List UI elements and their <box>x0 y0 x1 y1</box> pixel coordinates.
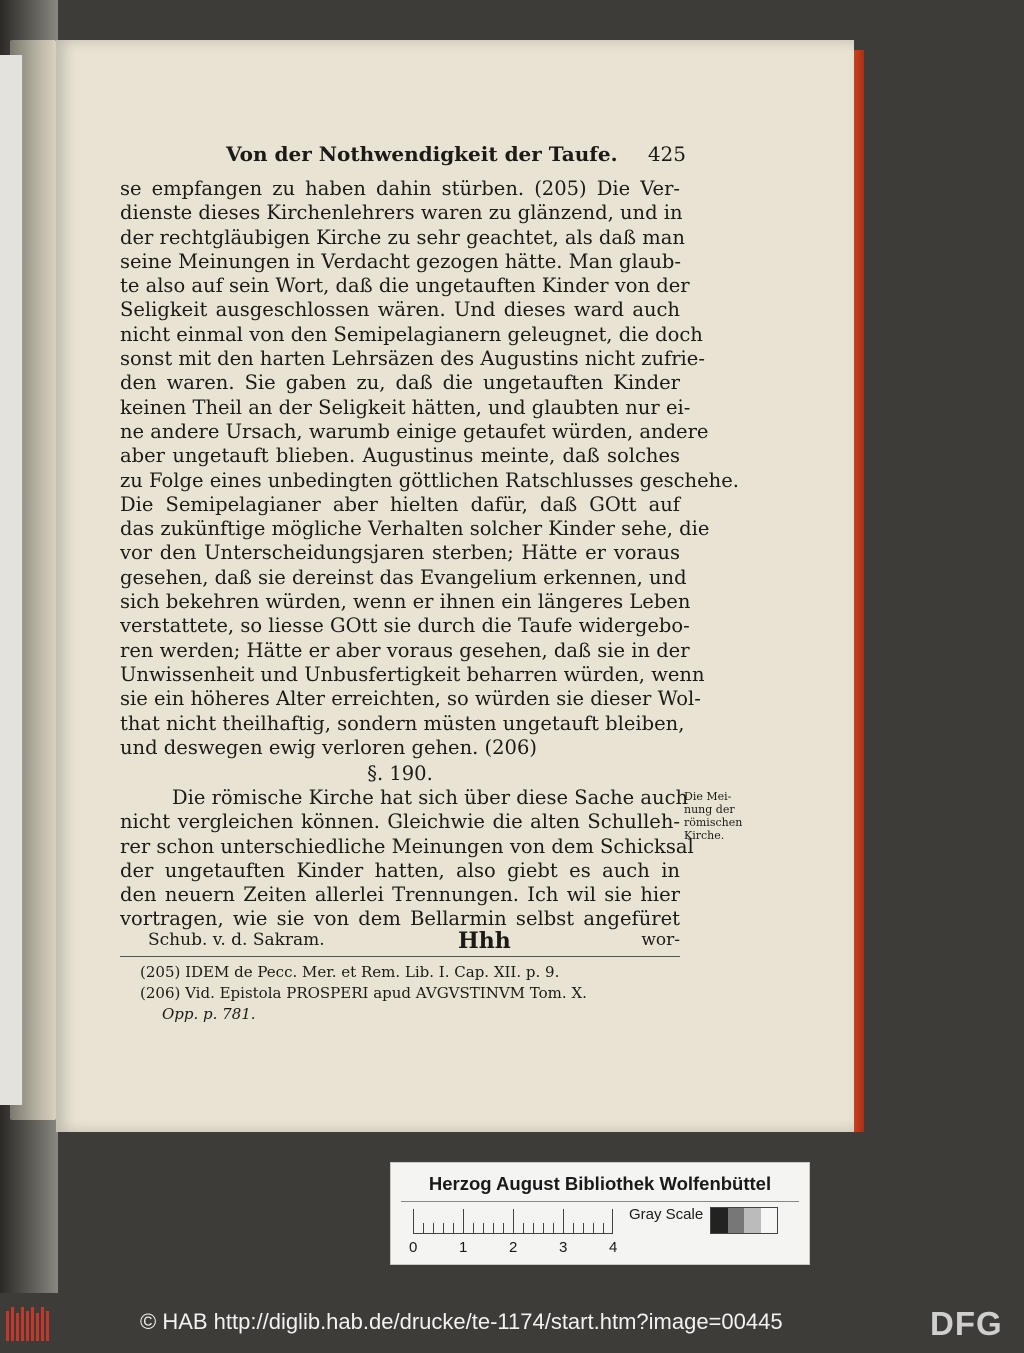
copyright-link[interactable]: © HAB http://diglib.hab.de/drucke/te-1174/start.htm?image=00445 <box>140 1309 783 1334</box>
measure-scale <box>413 1209 613 1234</box>
text-line: der ungetauften Kinder hatten, also giebt es auch in <box>120 858 680 882</box>
scale-label: 0 <box>409 1239 418 1256</box>
margin-note <box>684 790 764 842</box>
text-line: sich bekehren würden, wenn er ihnen ein längeres Leben <box>120 590 691 614</box>
footnote: Opp. p. 781. <box>162 1005 256 1023</box>
sheet-mark: Hhh <box>458 928 511 954</box>
catchword: wor- <box>641 930 680 950</box>
footnote-rule <box>120 956 680 957</box>
gray-scale-label: Gray Scale <box>629 1206 704 1223</box>
scale-labels <box>405 1239 645 1257</box>
text-line: dienste dieses Kirchenlehrers waren zu glänzend, und in <box>120 201 683 225</box>
text-line: Seligkeit ausgeschlossen wären. Und dieses ward auch <box>120 298 680 322</box>
card-title: Herzog August Bibliothek Wolfenbüttel <box>428 1173 772 1194</box>
hab-logo-icon <box>6 1305 50 1341</box>
text-line: te also auf sein Wort, daß die ungetauften Kinder von der <box>120 274 690 298</box>
running-header <box>226 142 686 170</box>
margin-note-line: römischen <box>684 816 743 829</box>
text-line: nicht einmal von den Semipelagianern geleugnet, die doch <box>120 322 703 346</box>
footnote: (206) Vid. Epistola PROSPERI apud AVGVSTINVM Tom. X. <box>140 984 587 1002</box>
text-line: nicht vergleichen können. Gleichwie die alten Schulleh- <box>120 810 680 834</box>
gray-scale-patches <box>710 1207 778 1234</box>
text-line: zu Folge eines unbedingten göttlichen Ratschlusses geschehe. <box>120 468 739 492</box>
header-title: Von der Nothwendigkeit der Taufe. <box>226 142 618 166</box>
text-line: sie ein höheres Alter erreichten, so würden sie dieser Wol- <box>120 687 701 711</box>
dfg-logo: DFG <box>930 1305 1003 1342</box>
bottom-bar <box>0 1293 1024 1353</box>
text-line: und deswegen ewig verloren gehen. (206) <box>120 735 537 759</box>
text-line: rer schon unterschiedliche Meinungen von dem Schicksal <box>120 834 694 858</box>
margin-note-line: Kirche. <box>684 829 725 842</box>
text-line: Unwissenheit und Unbusfertigkeit beharren würden, wenn <box>120 662 705 686</box>
card-divider <box>401 1201 799 1202</box>
text-line: Die Semipelagianer aber hielten dafür, daß GOtt auf <box>120 492 680 516</box>
color-ruler-strip <box>0 55 23 1105</box>
page-footer-line <box>148 930 680 954</box>
text-line: vor den Unterscheidungsjaren sterben; Hätte er voraus <box>120 541 680 565</box>
scale-label: 2 <box>509 1239 518 1256</box>
text-line: gesehen, daß sie dereinst das Evangelium erkennen, und <box>120 565 687 589</box>
library-color-card <box>390 1162 810 1265</box>
page-edge <box>854 50 864 1132</box>
text-line: den waren. Sie gaben zu, daß die ungetauften Kinder <box>120 371 680 395</box>
signature-line: Schub. v. d. Sakram. <box>148 930 325 950</box>
text-line: keinen Theil an der Seligkeit hätten, und glaubten nur ei- <box>120 395 691 419</box>
text-line: ne andere Ursach, warumb einige getaufet würden, andere <box>120 419 709 443</box>
body-text <box>120 177 739 760</box>
gray-patch <box>711 1208 728 1233</box>
text-line: der rechtgläubigen Kirche zu sehr geachtet, als daß man <box>120 225 685 249</box>
text-line: sonst mit den harten Lehrsäzen des Augustins nicht zufrie- <box>120 347 705 371</box>
text-line: that nicht theilhaftig, sondern müsten ungetauft bleiben, <box>120 711 685 735</box>
text-line: vortragen, wie sie von dem Bellarmin selbst angefüret <box>120 907 680 931</box>
text-line: aber ungetauft blieben. Augustinus meinte, daß solches <box>120 444 680 468</box>
page-number: 425 <box>647 142 686 166</box>
gray-patch <box>761 1208 778 1233</box>
text-line: verstattete, so liesse GOtt sie durch die Taufe widergebo- <box>120 614 690 638</box>
text-line: Die römische Kirche hat sich über diese Sache auch <box>172 786 689 809</box>
text-line: ren werden; Hätte er aber voraus gesehen, daß sie in der <box>120 638 690 662</box>
text-line: se empfangen zu haben dahin stürben. (205) Die Ver- <box>120 177 680 200</box>
margin-note-line: nung der <box>684 803 735 816</box>
text-line: den neuern Zeiten allerlei Trennungen. Ich wil sie hier <box>120 883 680 907</box>
gray-patch <box>728 1208 745 1233</box>
footnotes <box>140 962 680 1025</box>
margin-note-line: Die Mei- <box>684 790 732 803</box>
text-line: das zukünftige mögliche Verhalten solcher Kinder sehe, die <box>120 517 710 541</box>
gray-patch <box>744 1208 761 1233</box>
scale-label: 3 <box>559 1239 568 1256</box>
footnote: (205) IDEM de Pecc. Mer. et Rem. Lib. I. Cap. XII. p. 9. <box>140 963 560 981</box>
text-line: seine Meinungen in Verdacht gezogen hätte. Man glaub- <box>120 249 681 273</box>
section-text <box>120 762 694 932</box>
section-heading: §. 190. <box>367 762 433 785</box>
scale-label: 4 <box>609 1239 618 1256</box>
scale-label: 1 <box>459 1239 468 1256</box>
